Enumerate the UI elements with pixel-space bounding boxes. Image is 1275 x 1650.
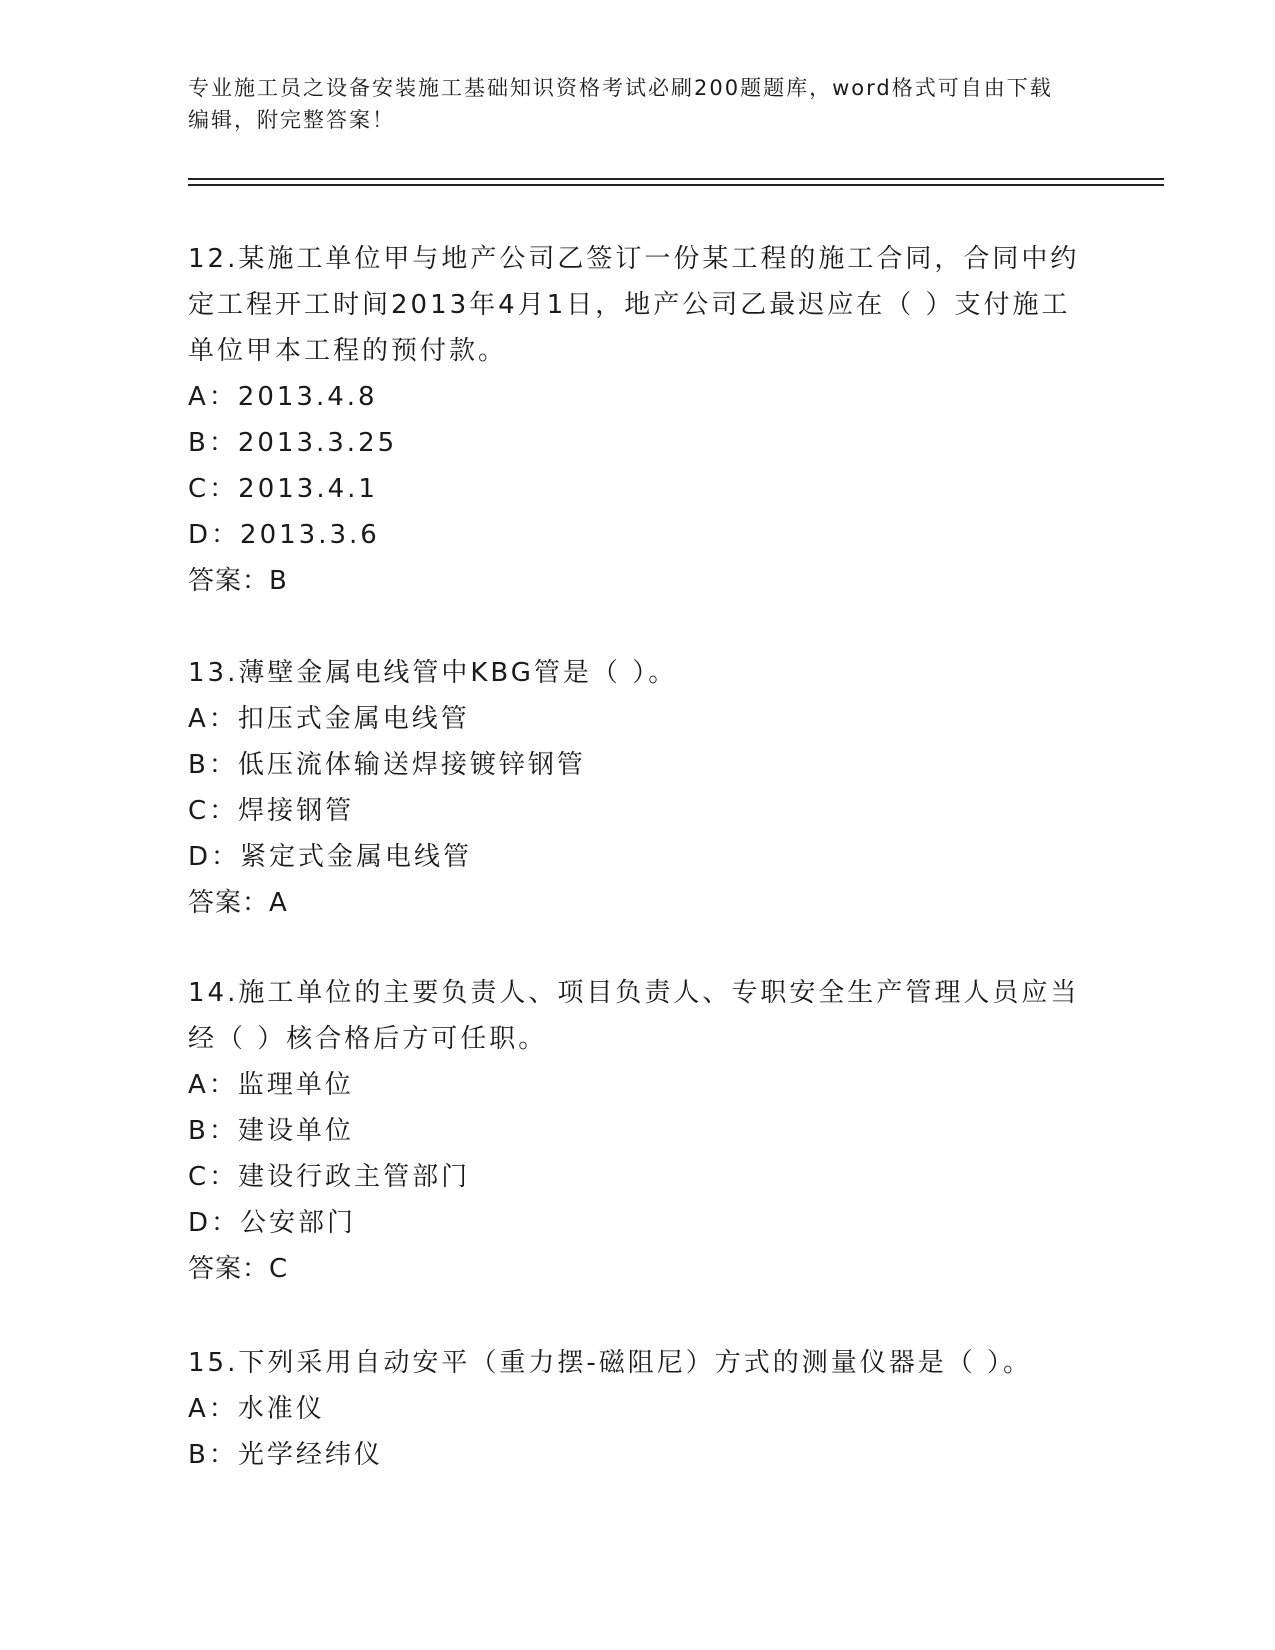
question-15: [188, 1340, 1088, 1478]
answer: 答案：B: [188, 566, 288, 596]
header-divider-top: [188, 178, 1164, 180]
document-header: [188, 72, 1068, 136]
question-stem: 15.下列采用自动安平（重力摆-磁阻尼）方式的测量仪器是（ ）。: [188, 1348, 1032, 1378]
answer: 答案：A: [188, 888, 288, 918]
question-14: [188, 970, 1088, 1292]
answer: 答案：C: [188, 1254, 289, 1284]
question-12: [188, 236, 1088, 604]
question-stem: 14.施工单位的主要负责人、项目负责人、专职安全生产管理人员应当经（ ）核合格后方可任职。: [188, 978, 1080, 1054]
question-13: [188, 650, 1088, 926]
option-a: A：扣压式金属电线管: [188, 704, 470, 734]
question-stem: 12.某施工单位甲与地产公司乙签订一份某工程的施工合同，合同中约定工程开工时间2013年4月1日，地产公司乙最迟应在（ ）支付施工单位甲本工程的预付款。: [188, 244, 1080, 366]
header-text: 专业施工员之设备安装施工基础知识资格考试必刷200题题库，word格式可自由下载编辑，附完整答案！: [188, 76, 1053, 132]
option-c: C：焊接钢管: [188, 796, 355, 826]
option-a: A：监理单位: [188, 1070, 354, 1100]
header-divider-bottom: [188, 184, 1164, 186]
option-c: C：建设行政主管部门: [188, 1162, 471, 1192]
option-d: D：紧定式金属电线管: [188, 842, 473, 872]
option-b: B：2013.3.25: [188, 428, 398, 458]
option-a: A：水准仪: [188, 1394, 325, 1424]
option-b: B：建设单位: [188, 1116, 354, 1146]
question-stem: 13.薄壁金属电线管中KBG管是（ ）。: [188, 658, 678, 688]
option-d: D：2013.3.6: [188, 520, 380, 550]
option-b: B：低压流体输送焊接镀锌钢管: [188, 750, 586, 780]
option-a: A：2013.4.8: [188, 382, 378, 412]
option-d: D：公安部门: [188, 1208, 357, 1238]
option-c: C：2013.4.1: [188, 474, 378, 504]
option-b: B：光学经纬仪: [188, 1440, 383, 1470]
